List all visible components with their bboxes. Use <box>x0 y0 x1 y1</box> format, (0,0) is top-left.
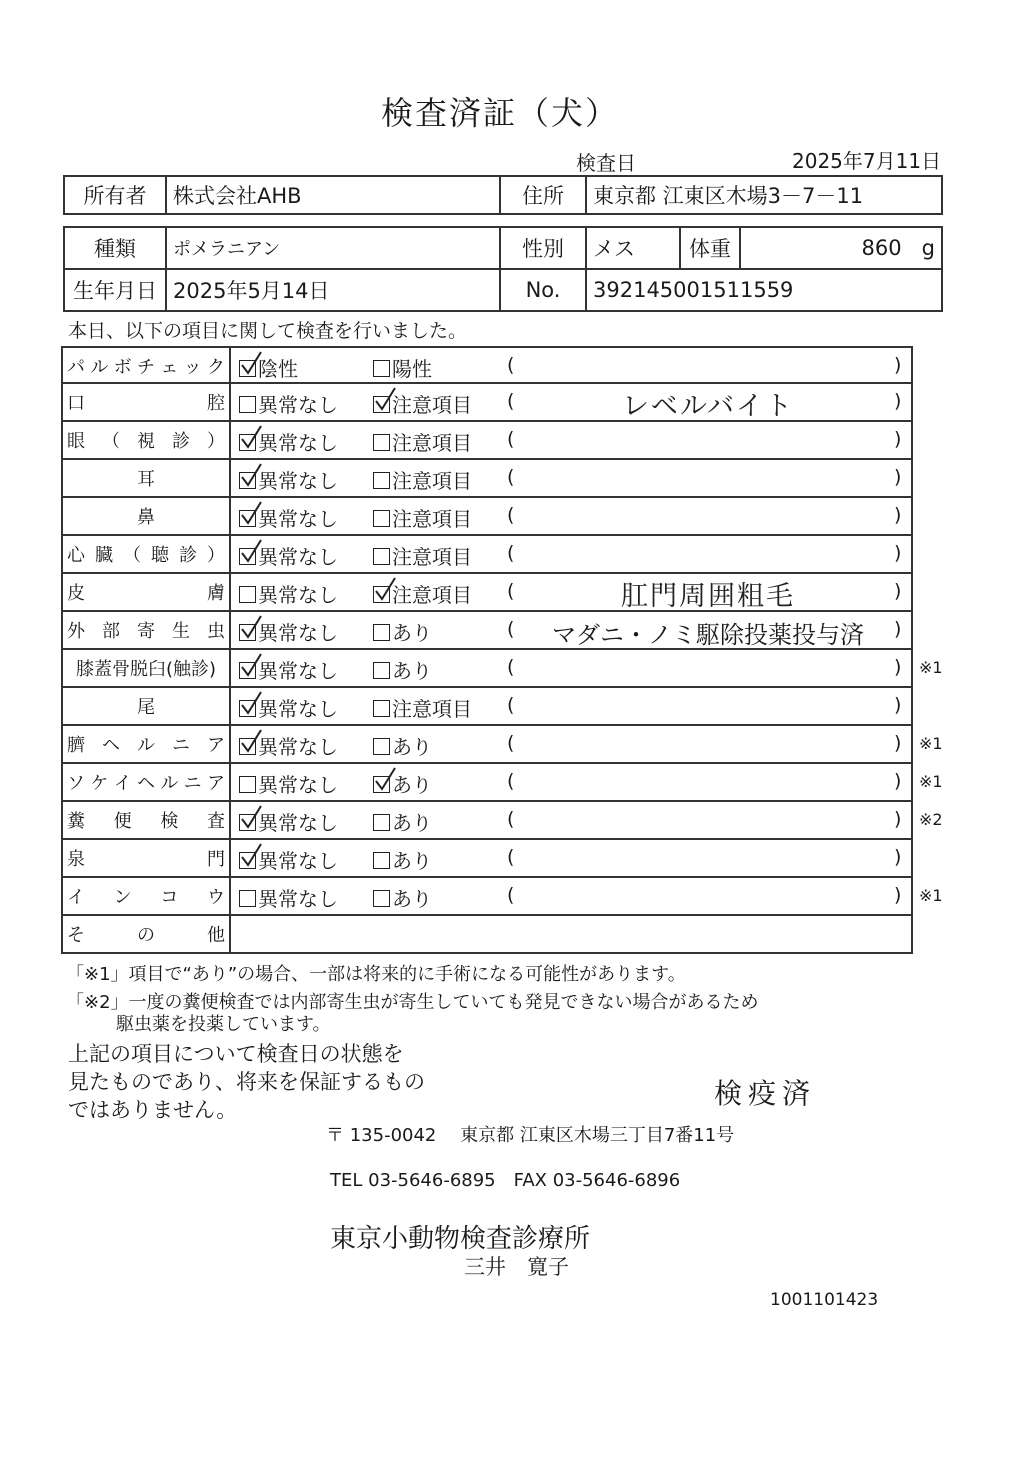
item-label <box>63 384 231 420</box>
option-2-label: 注意項目 <box>392 393 472 417</box>
table-row <box>61 346 913 384</box>
option-1-label: 異常なし <box>258 659 338 683</box>
checkbox-1[interactable] <box>239 396 256 413</box>
no-value: 392145001511559 <box>586 269 942 311</box>
item-label-text: 外 部 寄 生 虫 <box>67 621 225 642</box>
option-1-label: 異常なし <box>258 431 338 455</box>
checkbox-2[interactable] <box>373 852 390 869</box>
option-1-label: 異常なし <box>258 697 338 721</box>
weight-cell <box>740 227 942 269</box>
paren-open: ( <box>507 694 515 716</box>
item-note: レベルバイト <box>621 391 795 422</box>
paren-close: ) <box>894 846 902 868</box>
weight-value: 860 <box>861 236 902 260</box>
table-row <box>61 574 913 612</box>
item-label-text: 膝蓋骨脱臼(触診) <box>75 659 217 680</box>
paren-open: ( <box>507 808 515 830</box>
weight-unit: g <box>921 236 935 260</box>
checkbox-1[interactable] <box>239 510 256 527</box>
table-row <box>61 802 943 840</box>
option-2[interactable] <box>373 617 432 646</box>
footnote-2-cont: 駆虫薬を投薬しています。 <box>116 1014 331 1035</box>
dob-label: 生年月日 <box>64 269 166 311</box>
intro-text: 本日、以下の項目に関して検査を行いました。 <box>68 320 468 342</box>
item-footnote-mark: ※1 <box>919 658 943 677</box>
checkbox-1[interactable] <box>239 360 256 377</box>
option-1-label: 陰性 <box>258 357 298 381</box>
table-row <box>61 878 943 916</box>
paren-close: ) <box>894 618 902 640</box>
option-2[interactable] <box>373 845 432 874</box>
paren-close: ) <box>894 428 902 450</box>
item-label <box>63 422 231 458</box>
check-mark-icon <box>239 539 263 565</box>
option-1[interactable] <box>239 731 338 760</box>
table-row <box>61 612 913 650</box>
paren-open: ( <box>507 466 515 488</box>
check-mark-icon <box>373 767 397 793</box>
disclaimer-line-3: ではありません。 <box>68 1098 238 1122</box>
checkbox-2[interactable] <box>373 738 390 755</box>
table-row <box>61 726 943 764</box>
checkbox-2[interactable] <box>373 776 390 793</box>
check-mark-icon <box>239 351 263 377</box>
option-2[interactable] <box>373 427 472 456</box>
paren-open: ( <box>507 618 515 640</box>
paren-close: ) <box>894 732 902 754</box>
option-2[interactable] <box>373 693 472 722</box>
paren-close: ) <box>894 770 902 792</box>
option-2-label: 注意項目 <box>392 697 472 721</box>
option-2[interactable] <box>373 465 472 494</box>
table-row <box>61 384 913 422</box>
item-label-text: 皮 膚 <box>67 583 225 604</box>
checkbox-1[interactable] <box>239 700 256 717</box>
checkbox-2[interactable] <box>373 662 390 679</box>
check-mark-icon <box>239 653 263 679</box>
option-2[interactable] <box>373 731 432 760</box>
sex-value: メス <box>586 227 680 269</box>
table-row <box>61 422 913 460</box>
paren-open: ( <box>507 354 515 376</box>
item-label <box>63 916 231 952</box>
checkbox-1[interactable] <box>239 434 256 451</box>
option-1[interactable] <box>239 617 338 646</box>
paren-close: ) <box>894 504 902 526</box>
option-2[interactable] <box>373 503 472 532</box>
item-footnote-mark: ※1 <box>919 772 943 791</box>
checkbox-2[interactable] <box>373 814 390 831</box>
disclaimer-line-2: 見たものであり、将来を保証するもの <box>68 1070 425 1094</box>
item-label <box>63 840 231 876</box>
address-label: 住所 <box>500 176 586 214</box>
option-1[interactable] <box>239 845 338 874</box>
weight-label: 体重 <box>680 227 740 269</box>
paren-close: ) <box>894 656 902 678</box>
item-label <box>63 764 231 800</box>
option-1[interactable] <box>239 353 298 382</box>
checkbox-2[interactable] <box>373 700 390 717</box>
option-1-label: 異常なし <box>258 811 338 835</box>
item-label-text: 心 臓 （ 聴 診 ） <box>67 545 225 566</box>
item-label <box>63 612 231 648</box>
checkbox-2[interactable] <box>373 472 390 489</box>
item-label <box>63 726 231 762</box>
item-label-text: 眼 （ 視 診 ） <box>67 431 225 452</box>
footnote-2: 「※2」一度の糞便検査では内部寄生虫が寄生していても発見できない場合があるため <box>66 992 759 1013</box>
paren-close: ) <box>894 694 902 716</box>
paren-open: ( <box>507 504 515 526</box>
check-mark-icon <box>239 843 263 869</box>
table-row-other <box>61 916 913 954</box>
option-1-label: 異常なし <box>258 849 338 873</box>
examiner-name: 三井 寛子 <box>464 1255 569 1279</box>
option-1-label: 異常なし <box>258 621 338 645</box>
paren-close: ) <box>894 884 902 906</box>
item-label <box>63 348 231 384</box>
check-mark-icon <box>373 387 397 413</box>
option-1-label: 異常なし <box>258 469 338 493</box>
no-label: No. <box>500 269 586 311</box>
animal-table <box>63 226 943 312</box>
paren-open: ( <box>507 732 515 754</box>
checkbox-2[interactable] <box>373 890 390 907</box>
item-label <box>63 460 231 496</box>
check-mark-icon <box>239 463 263 489</box>
option-2[interactable] <box>373 579 472 608</box>
item-label-text: イ ン コ ウ <box>67 887 225 908</box>
check-mark-icon <box>373 577 397 603</box>
dob-value: 2025年5月14日 <box>166 269 500 311</box>
item-label <box>63 688 231 724</box>
option-1[interactable] <box>239 807 338 836</box>
item-label-text: 泉 門 <box>67 849 225 870</box>
option-1-label: 異常なし <box>258 735 338 759</box>
option-2-label: あり <box>392 735 432 759</box>
option-1-label: 異常なし <box>258 887 338 911</box>
checkbox-2[interactable] <box>373 360 390 377</box>
option-1-label: 異常なし <box>258 393 338 417</box>
paren-close: ) <box>894 808 902 830</box>
option-2-label: 注意項目 <box>392 545 472 569</box>
paren-open: ( <box>507 846 515 868</box>
paren-close: ) <box>894 580 902 602</box>
item-label <box>63 878 231 914</box>
checkbox-2[interactable] <box>373 624 390 641</box>
exam-items-table <box>61 346 943 954</box>
option-1-label: 異常なし <box>258 583 338 607</box>
paren-open: ( <box>507 770 515 792</box>
checkbox-1[interactable] <box>239 624 256 641</box>
option-1-label: 異常なし <box>258 507 338 531</box>
table-row <box>61 536 913 574</box>
owner-table <box>63 175 943 215</box>
other-label: そ の 他 <box>67 925 225 946</box>
item-label-text: 糞 便 検 査 <box>67 811 225 832</box>
option-2-label: 注意項目 <box>392 469 472 493</box>
option-2[interactable] <box>373 769 432 798</box>
footnote-1: 「※1」項目で“あり”の場合、一部は将来的に手術になる可能性があります。 <box>66 964 686 985</box>
option-1[interactable] <box>239 769 338 798</box>
paren-open: ( <box>507 580 515 602</box>
breed-label: 種類 <box>64 227 166 269</box>
table-row <box>61 688 913 726</box>
document-title: 検査済証（犬） <box>380 94 619 132</box>
paren-open: ( <box>507 542 515 564</box>
checkbox-1[interactable] <box>239 814 256 831</box>
option-2[interactable] <box>373 883 432 912</box>
checkbox-1[interactable] <box>239 472 256 489</box>
option-2[interactable] <box>373 541 472 570</box>
item-label-text: パ ル ボ チ ェ ッ ク <box>67 357 225 378</box>
table-row <box>61 460 913 498</box>
check-mark-icon <box>239 501 263 527</box>
quarantine-stamp: 検疫済 <box>714 1077 817 1110</box>
disclaimer <box>68 1040 425 1124</box>
check-mark-icon <box>239 691 263 717</box>
option-1[interactable] <box>239 693 338 722</box>
item-label-text: 鼻 <box>137 507 155 528</box>
option-2-label: 陽性 <box>392 357 432 381</box>
option-2[interactable] <box>373 807 432 836</box>
item-label <box>63 498 231 534</box>
item-note: マダニ・ノミ駆除投薬投与済 <box>552 621 864 649</box>
paren-close: ) <box>894 390 902 412</box>
item-label-text: 臍 ヘ ル ニ ア <box>67 735 225 756</box>
checkbox-2[interactable] <box>373 548 390 565</box>
table-row <box>61 840 913 878</box>
sex-label: 性別 <box>500 227 586 269</box>
item-label <box>63 650 231 686</box>
check-mark-icon <box>239 729 263 755</box>
checkbox-2[interactable] <box>373 510 390 527</box>
option-2-label: あり <box>392 887 432 911</box>
item-label-text: 口 腔 <box>67 393 225 414</box>
serial-number: 1001101423 <box>770 1290 879 1310</box>
checkbox-1[interactable] <box>239 776 256 793</box>
checkbox-2[interactable] <box>373 434 390 451</box>
option-2-label: 注意項目 <box>392 431 472 455</box>
item-label <box>63 536 231 572</box>
option-2-label: あり <box>392 773 432 797</box>
disclaimer-line-1: 上記の項目について検査日の状態を <box>68 1042 404 1066</box>
item-footnote-mark: ※2 <box>919 810 943 829</box>
checkbox-2[interactable] <box>373 396 390 413</box>
option-2-label: あり <box>392 659 432 683</box>
option-1[interactable] <box>239 427 338 456</box>
option-2-label: あり <box>392 849 432 873</box>
option-2-label: あり <box>392 811 432 835</box>
item-footnote-mark: ※1 <box>919 886 943 905</box>
table-row <box>61 764 943 802</box>
item-note: 肛門周囲粗毛 <box>621 581 795 612</box>
checkbox-1[interactable] <box>239 586 256 603</box>
check-mark-icon <box>239 425 263 451</box>
breed-value: ポメラニアン <box>166 227 500 269</box>
checkbox-1[interactable] <box>239 738 256 755</box>
option-2-label: 注意項目 <box>392 583 472 607</box>
exam-date: 2025年7月11日 <box>792 149 942 173</box>
option-1-label: 異常なし <box>258 773 338 797</box>
item-label <box>63 574 231 610</box>
option-2[interactable] <box>373 389 472 418</box>
paren-open: ( <box>507 390 515 412</box>
item-label-text: 尾 <box>137 697 155 718</box>
checkbox-1[interactable] <box>239 662 256 679</box>
checkbox-1[interactable] <box>239 852 256 869</box>
address-value: 東京都 江東区木場3－7－11 <box>586 176 942 214</box>
owner-value: 株式会社AHB <box>166 176 500 214</box>
item-label <box>63 802 231 838</box>
paren-close: ) <box>894 466 902 488</box>
option-1[interactable] <box>239 541 338 570</box>
option-2-label: あり <box>392 621 432 645</box>
option-1[interactable] <box>239 579 338 608</box>
table-row <box>61 650 943 688</box>
owner-label: 所有者 <box>64 176 166 214</box>
item-footnote-mark: ※1 <box>919 734 943 753</box>
option-1[interactable] <box>239 389 338 418</box>
option-2[interactable] <box>373 655 432 684</box>
option-1[interactable] <box>239 465 338 494</box>
clinic-phone: TEL 03-5646-6895 FAX 03-5646-6896 <box>330 1170 681 1191</box>
paren-close: ) <box>894 542 902 564</box>
checkbox-1[interactable] <box>239 548 256 565</box>
paren-open: ( <box>507 884 515 906</box>
option-1[interactable] <box>239 503 338 532</box>
check-mark-icon <box>239 615 263 641</box>
paren-close: ) <box>894 354 902 376</box>
option-2[interactable] <box>373 353 432 382</box>
item-label-text: ソ ケ イ ヘ ル ニ ア <box>67 773 225 794</box>
option-1-label: 異常なし <box>258 545 338 569</box>
clinic-address: 〒 135-0042 東京都 江東区木場三丁目7番11号 <box>326 1125 735 1146</box>
table-row <box>61 498 913 536</box>
check-mark-icon <box>239 805 263 831</box>
exam-date-label: 検査日 <box>576 151 636 175</box>
option-1[interactable] <box>239 883 338 912</box>
checkbox-1[interactable] <box>239 890 256 907</box>
paren-open: ( <box>507 428 515 450</box>
checkbox-2[interactable] <box>373 586 390 603</box>
option-1[interactable] <box>239 655 338 684</box>
item-label-text: 耳 <box>137 469 155 490</box>
option-2-label: 注意項目 <box>392 507 472 531</box>
clinic-name: 東京小動物検査診療所 <box>330 1224 591 1254</box>
paren-open: ( <box>507 656 515 678</box>
